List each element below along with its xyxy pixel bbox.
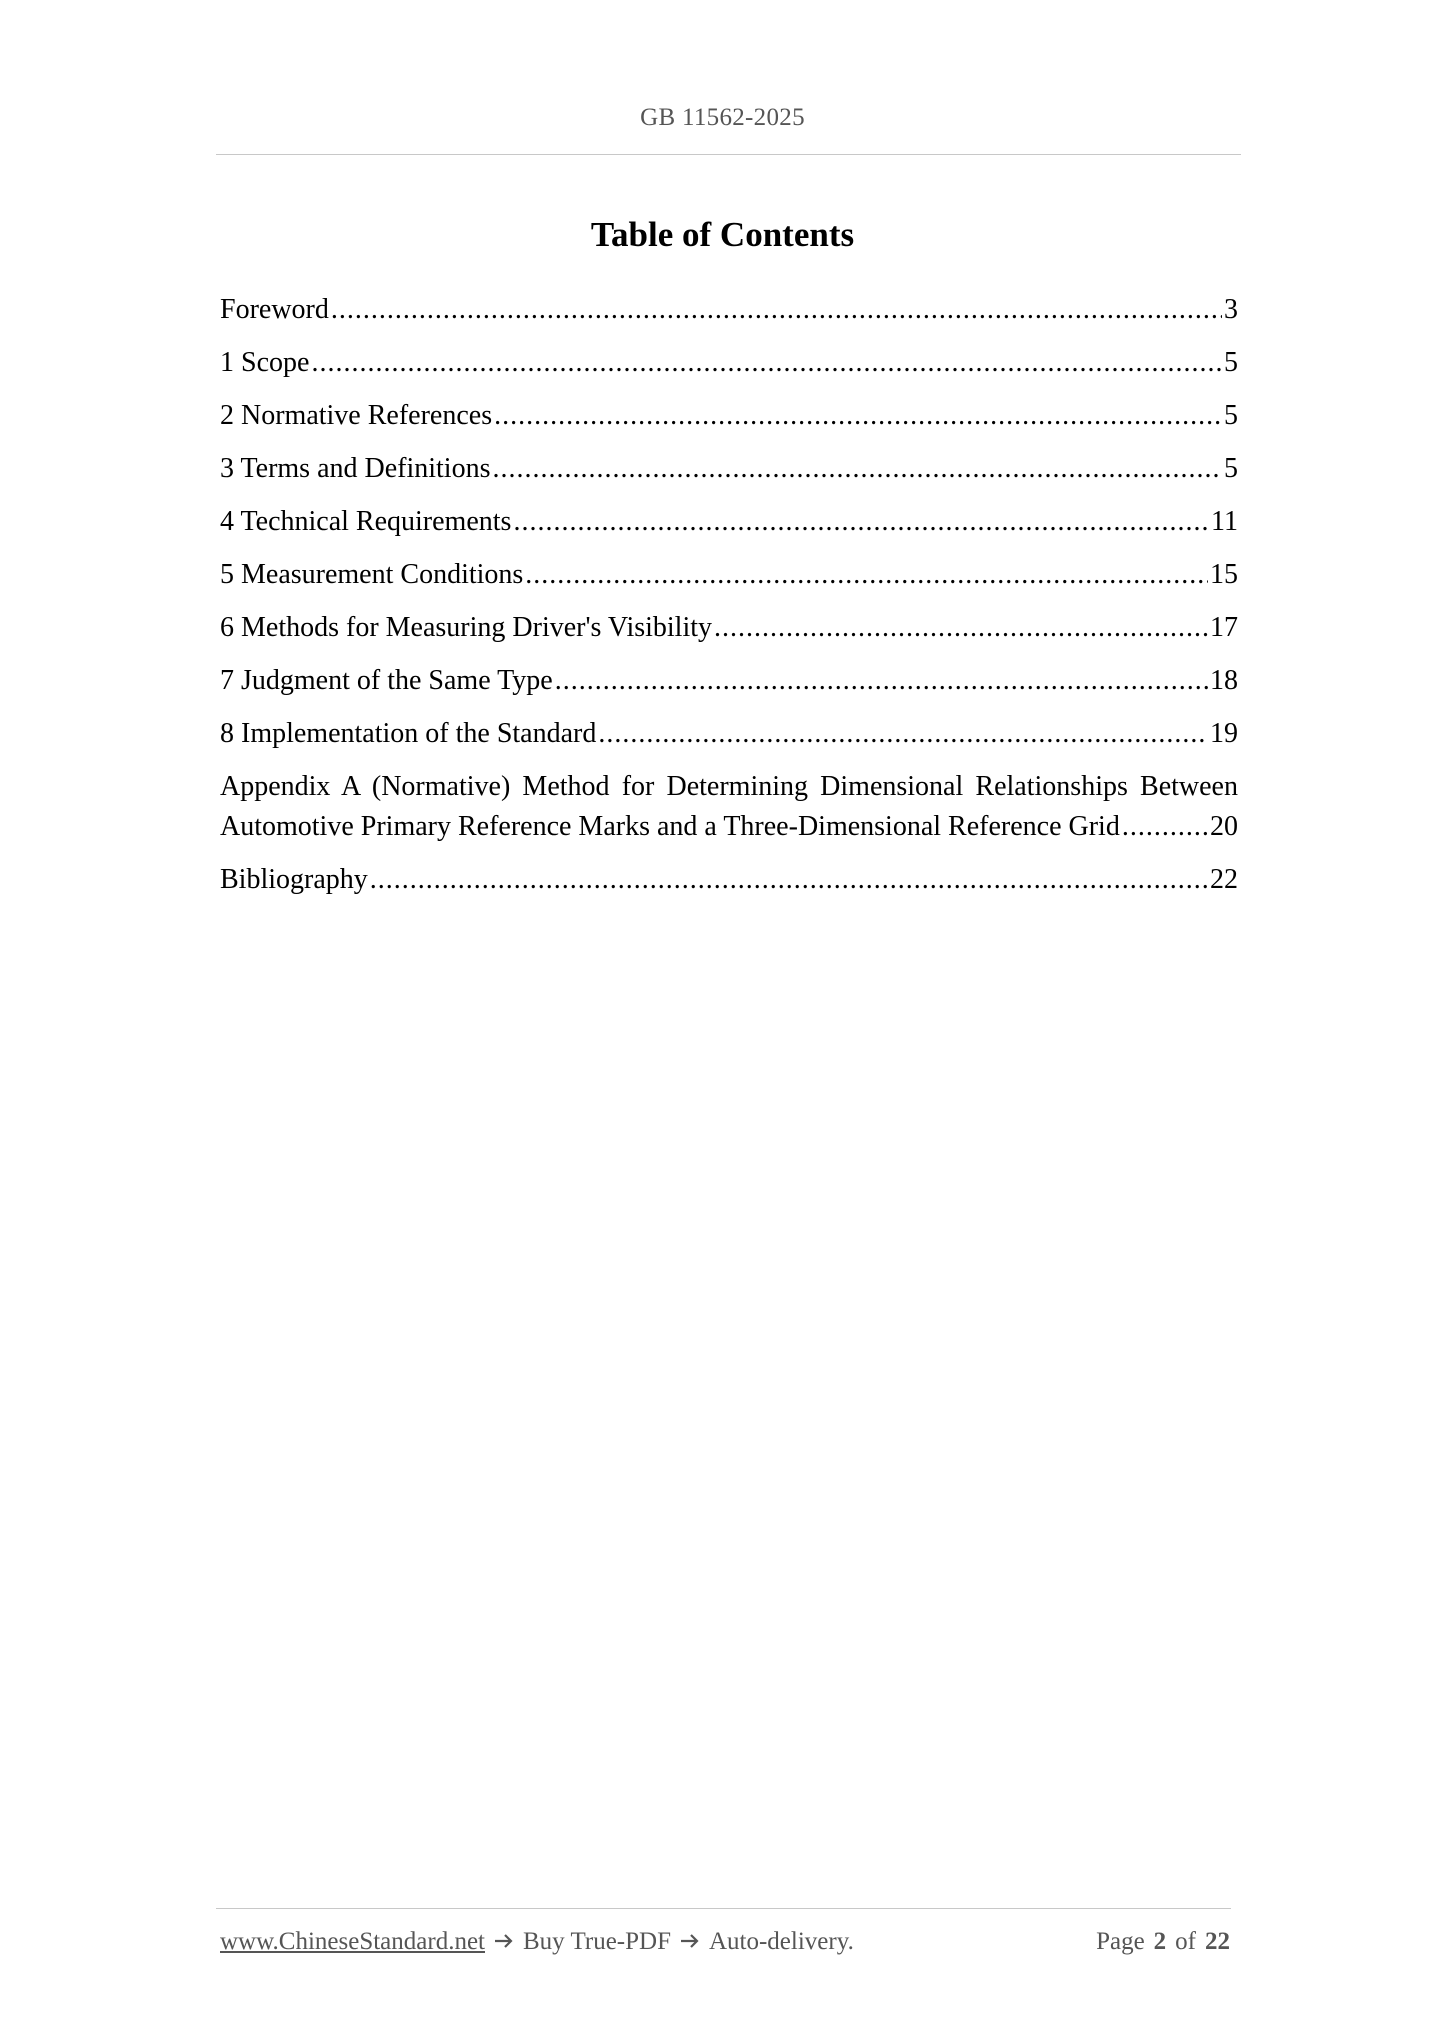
toc-entry-text-line2: Automotive Primary Reference Marks and a Three-Dimensional Reference Grid [220, 811, 1120, 842]
toc-dot-leader [494, 396, 1222, 436]
toc-entry-technical-requirements[interactable] [220, 502, 1238, 542]
toc-dot-leader [555, 661, 1208, 701]
toc-page-number: 17 [1210, 612, 1238, 643]
toc-dot-leader [492, 449, 1222, 489]
toc-entry-text: 1 Scope [220, 347, 310, 378]
toc-entry-text: 2 Normative References [220, 400, 493, 431]
toc-entry-appendix-a[interactable] [220, 767, 1238, 847]
toc-page-number: 19 [1210, 718, 1238, 749]
arrow-right-icon [493, 1929, 515, 1947]
page-total: 22 [1205, 1928, 1230, 1955]
toc-dot-leader [311, 343, 1222, 383]
toc-entry-text: 4 Technical Requirements [220, 506, 512, 537]
toc-entry-measurement-conditions[interactable] [220, 555, 1238, 595]
toc-dot-leader [513, 502, 1209, 542]
toc-title: Table of Contents [590, 215, 855, 254]
toc-entry-judgment-same-type[interactable] [220, 661, 1238, 701]
toc-entry-text: 3 Terms and Definitions [220, 453, 491, 484]
toc-page-number: 5 [1224, 347, 1238, 378]
toc-entry-text: Bibliography [220, 864, 368, 895]
footer-divider [216, 1908, 1231, 1909]
toc-dot-leader [370, 860, 1208, 900]
toc-entry-bibliography[interactable] [220, 860, 1238, 900]
toc-page-number: 5 [1224, 400, 1238, 431]
toc-entry-normative-references[interactable] [220, 396, 1238, 436]
toc-entry-text: Foreword [220, 294, 329, 325]
toc-entry-text: 6 Methods for Measuring Driver's Visibility [220, 612, 713, 643]
toc-entry-implementation[interactable] [220, 714, 1238, 754]
toc-entry-text: 8 Implementation of the Standard [220, 718, 597, 749]
toc-page-number: 11 [1211, 506, 1238, 537]
page-header-doc-id: GB 11562-2025 [640, 104, 805, 131]
website-link[interactable]: www.ChineseStandard.net [220, 1928, 485, 1955]
header-divider [216, 154, 1241, 155]
toc-entry-text: 5 Measurement Conditions [220, 559, 524, 590]
toc-dot-leader [1122, 807, 1208, 847]
toc-entry-measuring-visibility[interactable] [220, 608, 1238, 648]
arrow-right-icon [679, 1929, 701, 1947]
toc-dot-leader [598, 714, 1208, 754]
footer-step-delivery: Auto-delivery. [708, 1928, 854, 1955]
page-label: Page [1096, 1928, 1145, 1955]
footer-step-buy: Buy True-PDF [523, 1928, 671, 1955]
toc-page-number: 5 [1224, 453, 1238, 484]
toc-list [220, 290, 1238, 913]
page-indicator [1096, 1928, 1230, 1956]
toc-entry-text: 7 Judgment of the Same Type [220, 665, 553, 696]
toc-dot-leader [525, 555, 1208, 595]
toc-page-number: 3 [1224, 294, 1238, 325]
toc-page-number: 15 [1210, 559, 1238, 590]
toc-dot-leader [331, 290, 1222, 330]
toc-page-number: 18 [1210, 665, 1238, 696]
toc-entry-foreword[interactable] [220, 290, 1238, 330]
toc-entry-scope[interactable] [220, 343, 1238, 383]
toc-dot-leader [714, 608, 1208, 648]
toc-page-number: 22 [1210, 864, 1238, 895]
page-footer [220, 1928, 1230, 1956]
toc-entry-terms-definitions[interactable] [220, 449, 1238, 489]
toc-page-number: 20 [1210, 811, 1238, 842]
page-current: 2 [1153, 1928, 1167, 1955]
footer-promo [220, 1928, 854, 1956]
of-label: of [1175, 1928, 1196, 1955]
toc-entry-text-line1: Appendix A (Normative) Method for Determining Dimensional Relationships Between [220, 771, 1238, 802]
